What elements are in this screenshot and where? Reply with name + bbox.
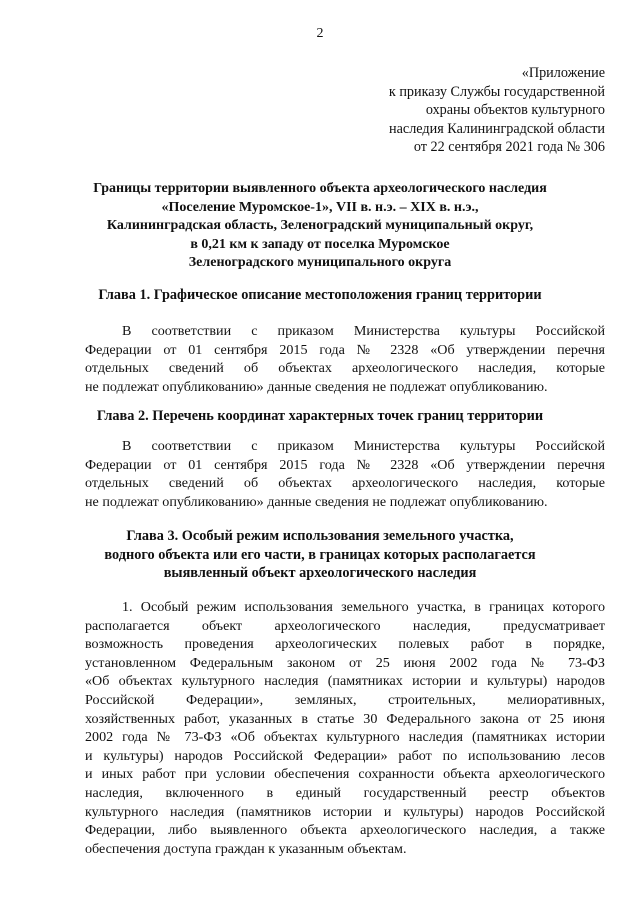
paragraph-line: хозяйственных работ, указанных в статье 30 Федерального закона от 25 июня [85, 710, 605, 727]
title-line: в 0,21 км к западу от поселка Муромское [190, 236, 450, 252]
appendix-line: от 22 сентября 2021 года № 306 [413, 139, 605, 156]
paragraph-line: Федерации, либо выявленного объекта археологического наследия, а также [85, 822, 605, 839]
paragraph-line: Федерации от 01 сентября 2015 года № 2328 «Об утверждении перечня [85, 341, 605, 358]
paragraph-line: и иных работ при условии обеспечения сохранности объекта археологического [85, 766, 605, 783]
title-line: Калининградская область, Зеленоградский муниципальный округ, [106, 218, 534, 234]
chapter2-heading: Глава 2. Перечень координат характерных точек границ территории [96, 408, 544, 424]
chapter2-paragraph [85, 437, 605, 511]
paragraph-line: отдельных сведений об объектах археологического наследия, которые [85, 360, 605, 377]
chapter1-heading: Глава 1. Графическое описание местоположения границ территории [98, 287, 542, 303]
heading-line: выявленный объект археологического наследия [163, 565, 477, 582]
paragraph-line: культурного наследия (памятников истории и культуры) народов Российской [85, 803, 605, 820]
title-line: Зеленоградского муниципального округа [188, 255, 452, 271]
chapter3-heading [0, 527, 640, 583]
paragraph-line: В соответствии с приказом Министерства культуры Российской [122, 438, 605, 454]
paragraph-line: не подлежат опубликованию» данные сведения не подлежат опубликованию. [85, 378, 548, 395]
heading-line: Глава 3. Особый режим использования земельного участка, [126, 528, 514, 544]
paragraph-line: располагается объект археологического наследия, предусматривает [85, 617, 605, 634]
paragraph-line: 2002 года № 73-ФЗ «Об объектах культурного наследия (памятниках истории [85, 729, 605, 746]
appendix-line: к приказу Службы государственной [388, 83, 605, 100]
paragraph-line: отдельных сведений об объектах археологического наследия, которые [85, 475, 605, 492]
paragraph-line: установленном Федеральным законом от 25 июня 2002 года № 73-ФЗ [85, 654, 605, 671]
paragraph-line: обеспечения доступа граждан к указанным объектам. [85, 840, 407, 857]
page-number: 2 [316, 26, 324, 41]
document-title [0, 180, 640, 273]
appendix-line: охраны объектов культурного [425, 102, 605, 119]
appendix-line: «Приложение [521, 65, 605, 81]
chapter1-paragraph [85, 322, 605, 396]
paragraph-line: Федерации от 01 сентября 2015 года № 2328 «Об утверждении перечня [85, 456, 605, 473]
paragraph-line: не подлежат опубликованию» данные сведения не подлежат опубликованию. [85, 493, 548, 510]
appendix-line: наследия Калининградской области [389, 120, 605, 137]
appendix-header [389, 64, 605, 157]
paragraph-line: наследия, включенного в единый государственный реестр объектов [85, 784, 605, 801]
chapter3-paragraph [85, 598, 605, 858]
title-line: Границы территории выявленного объекта археологического наследия [93, 181, 547, 196]
paragraph-line: В соответствии с приказом Министерства культуры Российской [122, 323, 605, 339]
paragraph-line: возможность проведения археологических полевых работ в порядке, [85, 636, 605, 653]
paragraph-line: Российской Федерации», земляных, строительных, мелиоративных, [85, 691, 605, 708]
paragraph-line: 1. Особый режим использования земельного участка, в границах которого [122, 599, 605, 615]
heading-line: водного объекта или его части, в границах которых располагается [104, 546, 536, 563]
title-line: «Поселение Муромское-1», VII в. н.э. – XIX в. н.э., [161, 199, 479, 215]
paragraph-line: и культуры) народов Российской Федерации» работ по использованию лесов [85, 747, 605, 764]
paragraph-line: «Об объектах культурного наследия (памятниках истории и культуры) народов [85, 673, 605, 690]
